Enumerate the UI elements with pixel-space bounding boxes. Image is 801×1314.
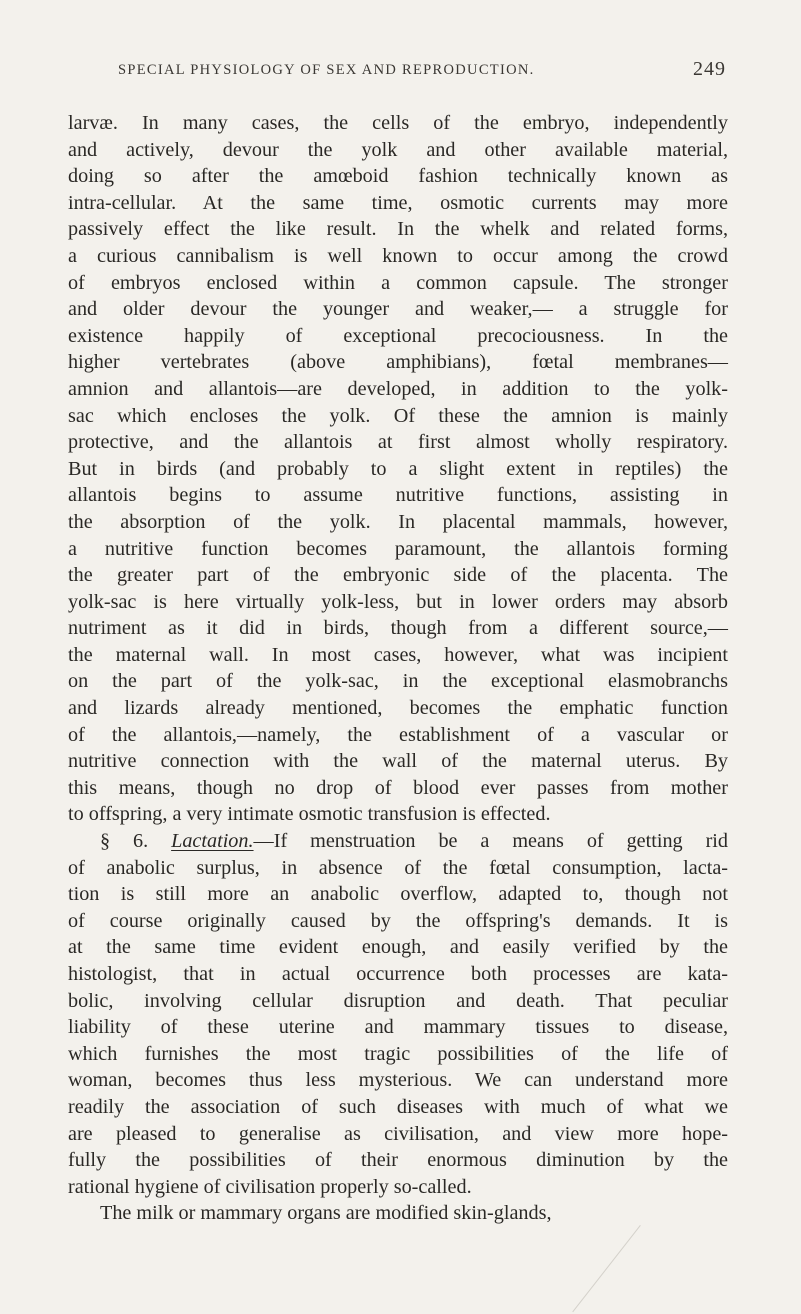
text-line: a curious cannibalism is well known to occur among the crowd	[68, 244, 728, 267]
text-line: of course originally caused by the offspring's demands. It is	[68, 909, 728, 932]
paper-crease	[572, 1225, 642, 1314]
closing-line: The milk or mammary organs are modified skin-glands,	[100, 1202, 552, 1225]
text-line: this means, though no drop of blood ever passes from mother	[68, 776, 728, 799]
text-line: at the same time evident enough, and easily verified by the	[68, 936, 728, 959]
text-line: are pleased to generalise as civilisation, and view more hope-	[68, 1122, 728, 1145]
body-text	[68, 110, 728, 1227]
text-line: and older devour the younger and weaker,— a struggle for	[68, 298, 728, 321]
text-line: doing so after the amœboid fashion technically known as	[68, 165, 728, 188]
text-line: readily the association of such diseases with much of what we	[68, 1095, 728, 1118]
running-title: SPECIAL PHYSIOLOGY OF SEX AND REPRODUCTION.	[118, 62, 535, 78]
text-line: larvæ. In many cases, the cells of the embryo, independently	[68, 112, 728, 134]
text-line: histologist, that in actual occurrence both processes are kata-	[68, 963, 728, 985]
text-line: woman, becomes thus less mysterious. We can understand more	[68, 1069, 728, 1092]
text-line: yolk-sac is here virtually yolk-less, but in lower orders may absorb	[68, 590, 728, 613]
text-line: allantois begins to assume nutritive functions, assisting in	[68, 484, 728, 507]
text-line: the absorption of the yolk. In placental mammals, however,	[68, 510, 728, 533]
section-first-line-rest: —If menstruation be a means of getting rid	[253, 830, 729, 853]
text-line: bolic, involving cellular disruption and death. That peculiar	[68, 989, 728, 1012]
section-marker: § 6.	[100, 830, 149, 853]
text-line: existence happily of exceptional precociousness. In the	[68, 324, 728, 347]
text-line: a nutritive function becomes paramount, the allantois forming	[68, 537, 728, 560]
text-line: and actively, devour the yolk and other available material,	[68, 138, 728, 161]
text-line: of embryos enclosed within a common capsule. The stronger	[68, 271, 728, 294]
text-line: higher vertebrates (above amphibians), fœtal membranes—	[68, 351, 728, 374]
text-line: intra-cellular. At the same time, osmotic currents may more	[68, 191, 728, 214]
text-line: of anabolic surplus, in absence of the fœtal consumption, lacta-	[68, 856, 728, 879]
text-line: on the part of the yolk-sac, in the exceptional elasmobranchs	[68, 670, 728, 693]
text-line: amnion and allantois—are developed, in addition to the yolk-	[68, 377, 728, 400]
text-line: fully the possibilities of their enormous diminution by the	[68, 1149, 728, 1172]
text-line: the maternal wall. In most cases, however, what was incipient	[68, 643, 728, 666]
text-line: tion is still more an anabolic overflow, adapted to, though not	[68, 883, 728, 906]
text-line: to offspring, a very intimate osmotic transfusion is effected.	[68, 803, 551, 826]
text-line: the greater part of the embryonic side of the placenta. The	[68, 564, 728, 587]
text-line: protective, and the allantois at first almost wholly respiratory.	[68, 431, 728, 454]
text-line: rational hygiene of civilisation properly so-called.	[68, 1175, 472, 1198]
text-line: of the allantois,—namely, the establishment of a vascular or	[68, 723, 728, 746]
text-line: sac which encloses the yolk. Of these the amnion is mainly	[68, 404, 728, 427]
text-line: passively effect the like result. In the whelk and related forms,	[68, 218, 728, 241]
page-number: 249	[693, 58, 726, 80]
text-line: nutriment as it did in birds, though from a different source,—	[68, 617, 728, 640]
text-line: But in birds (and probably to a slight extent in reptiles) the	[68, 457, 728, 480]
running-head	[118, 58, 726, 88]
text-line: nutritive connection with the wall of the maternal uterus. By	[68, 750, 728, 773]
text-line: and lizards already mentioned, becomes the emphatic function	[68, 697, 728, 720]
text-line: which furnishes the most tragic possibilities of the life of	[68, 1042, 728, 1065]
section-first-line	[68, 828, 728, 855]
section-heading: Lactation.	[171, 830, 254, 853]
text-line: liability of these uterine and mammary tissues to disease,	[68, 1016, 728, 1039]
